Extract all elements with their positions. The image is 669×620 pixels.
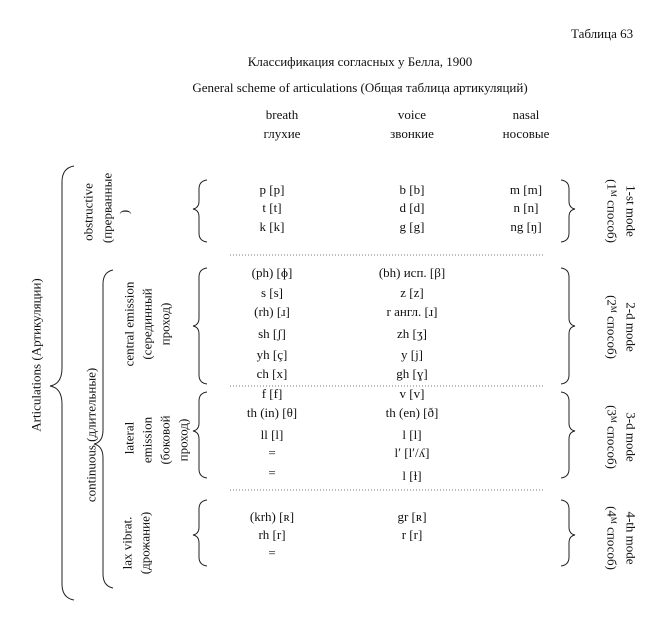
cell-cen-breath-2: s [s]	[260, 285, 284, 300]
cell-cen-breath-1: (ph) [ɸ]	[251, 265, 293, 280]
cell-cen-voice-5: y [j]	[400, 347, 424, 362]
label-central: central emission	[121, 281, 137, 367]
brace-articulations	[50, 166, 74, 600]
cell-lax-breath-2: rh [r]	[258, 527, 286, 542]
cell-obs-voice-3: g [g]	[399, 219, 425, 234]
cell-lat-voice-2: th (en) [ð]	[385, 405, 439, 420]
col-breath-en: breath	[265, 107, 299, 122]
page-title: Классификация согласных у Белла, 1900	[247, 54, 473, 69]
label-obstructive-ru-end: )	[116, 209, 132, 215]
col-breath-ru: глухие	[263, 126, 301, 141]
cell-cen-voice-6: gh [ɣ]	[396, 366, 428, 381]
label-central-ru2: проход)	[157, 302, 173, 346]
table-number: Таблица 63	[571, 26, 634, 41]
cell-lax-breath-1: (krh) [ʀ]	[249, 509, 295, 524]
cell-obs-nasal-2: n [n]	[513, 200, 539, 215]
cell-obs-breath-1: p [p]	[259, 182, 285, 197]
cell-obs-voice-2: d [d]	[399, 200, 425, 215]
brace-lax-left	[193, 500, 207, 566]
label-lax: lax vibrat.	[119, 516, 135, 570]
mode-2-ru: (2ᴹ способ)	[604, 295, 620, 359]
cell-lat-voice-5: l [ɫ]	[402, 468, 422, 483]
mode-4: 4-th mode	[623, 511, 639, 565]
cell-lat-voice-3: l [l]	[402, 427, 422, 442]
brace-obstructive-left	[193, 180, 207, 242]
cell-obs-voice-1: b [b]	[399, 182, 425, 197]
col-nasal-en: nasal	[512, 107, 540, 122]
cell-obs-breath-3: k [k]	[259, 219, 285, 234]
mode-1: 1-st mode	[623, 185, 639, 237]
col-nasal-ru: носовые	[502, 126, 550, 141]
cell-cen-voice-3: r англ. [ɹ]	[386, 304, 438, 319]
brace-lateral-left	[193, 392, 207, 478]
label-lateral-ru1: (боковой	[157, 415, 173, 465]
cell-lat-breath-4: =	[268, 445, 276, 460]
mode-3-ru: (3ᴹ способ)	[604, 405, 620, 469]
label-lateral: lateral	[121, 421, 137, 455]
cell-cen-breath-4: sh [ʃ]	[258, 326, 286, 341]
brace-central-left	[193, 268, 207, 384]
label-articulations: Articulations (Артикуляции)	[28, 278, 44, 432]
cell-lat-breath-1: f [f]	[261, 386, 283, 401]
cell-lax-breath-3: =	[268, 545, 276, 560]
label-lax-ru: (дрожание)	[137, 511, 153, 575]
mode-1-ru: (1ᴹ способ)	[604, 179, 620, 243]
label-obstructive: obstructive	[80, 183, 96, 241]
cell-obs-nasal-3: ng [ŋ]	[510, 219, 542, 234]
label-central-ru1: (серединный	[139, 288, 155, 360]
cell-cen-breath-6: ch [x]	[256, 366, 288, 381]
cell-obs-breath-2: t [t]	[262, 200, 282, 215]
brace-central-right	[561, 268, 575, 384]
cell-lat-voice-1: v [v]	[399, 386, 425, 401]
cell-cen-voice-2: z [z]	[400, 285, 424, 300]
label-obstructive-ru: (прерванные	[99, 172, 115, 244]
cell-cen-breath-3: (rh) [ɹ]	[254, 304, 290, 319]
page-subtitle: General scheme of articulations (Общая таблица артикуляций)	[192, 80, 528, 95]
cell-cen-voice-4: zh [ʒ]	[397, 326, 427, 341]
label-lateral2: emission	[139, 416, 155, 464]
col-voice-ru: звонкие	[390, 126, 434, 141]
cell-lat-breath-3: ll [l]	[260, 427, 284, 442]
col-voice-en: voice	[397, 107, 427, 122]
cell-obs-nasal-1: m [m]	[509, 182, 543, 197]
brace-lateral-right	[561, 392, 575, 478]
cell-lat-voice-4: l′ [l′/ʎ]	[394, 445, 430, 460]
label-lateral-ru2: проход)	[175, 418, 191, 462]
mode-3: 3-d mode	[623, 412, 639, 462]
cell-cen-breath-5: yh [ç]	[256, 347, 288, 362]
cell-lat-breath-2: th (in) [θ]	[246, 405, 298, 420]
mode-4-ru: (4ᴹ способ)	[604, 506, 620, 570]
cell-cen-voice-1: (bh) исп. [β]	[378, 265, 446, 280]
brace-lax-right	[561, 500, 575, 566]
cell-lat-breath-5: =	[268, 465, 276, 480]
cell-lax-voice-2: r [r]	[401, 527, 423, 542]
label-continuous: continuous (длительные)	[83, 367, 99, 503]
cell-lax-voice-1: gr [ʀ]	[397, 509, 427, 524]
mode-2: 2-d mode	[623, 302, 639, 352]
